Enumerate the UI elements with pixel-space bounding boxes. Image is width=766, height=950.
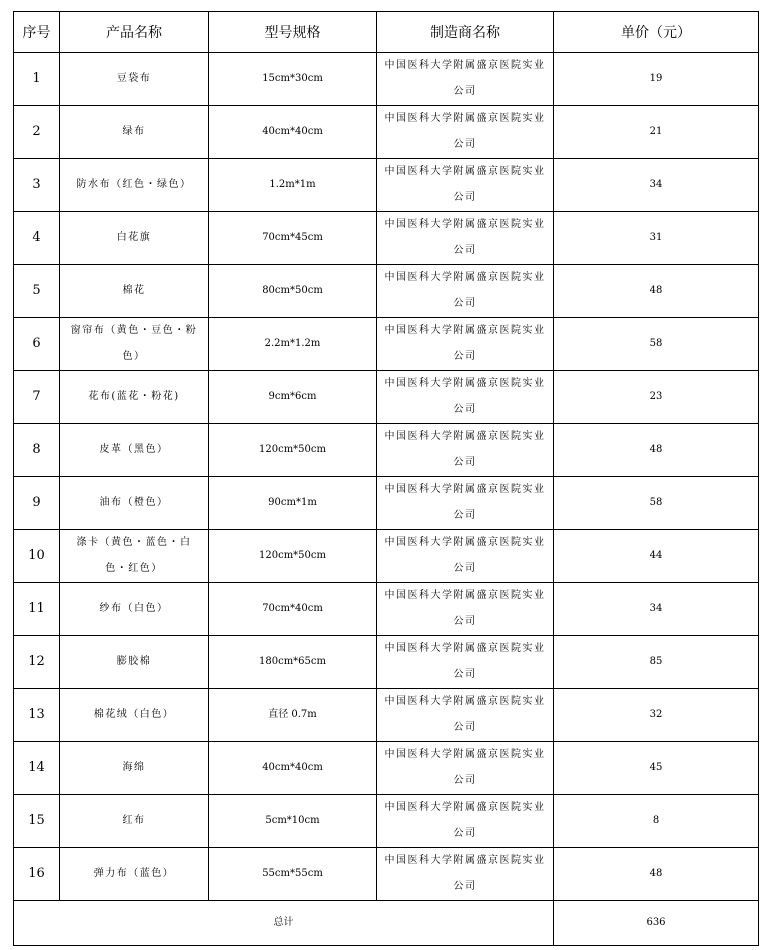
cell-name: 油布（橙色） bbox=[60, 477, 209, 530]
cell-model: 直径 0.7m bbox=[209, 689, 377, 742]
table-row bbox=[14, 530, 759, 583]
cell-model: 55cm*55cm bbox=[209, 848, 377, 901]
cell-maker: 中国医科大学附属盛京医院实业公司 bbox=[377, 424, 554, 477]
cell-price: 34 bbox=[554, 583, 759, 636]
total-label: 总计 bbox=[14, 901, 554, 946]
cell-name: 绿布 bbox=[60, 106, 209, 159]
cell-index: 4 bbox=[14, 212, 60, 265]
table-row bbox=[14, 424, 759, 477]
cell-model: 80cm*50cm bbox=[209, 265, 377, 318]
table-row bbox=[14, 106, 759, 159]
cell-index: 13 bbox=[14, 689, 60, 742]
table-row bbox=[14, 159, 759, 212]
cell-name: 窗帘布（黄色・豆色・粉色） bbox=[60, 318, 209, 371]
cell-model: 2.2m*1.2m bbox=[209, 318, 377, 371]
cell-price: 32 bbox=[554, 689, 759, 742]
cell-name: 豆袋布 bbox=[60, 53, 209, 106]
cell-index: 9 bbox=[14, 477, 60, 530]
cell-name: 棉花绒（白色） bbox=[60, 689, 209, 742]
table-row bbox=[14, 742, 759, 795]
cell-name: 弹力布（蓝色） bbox=[60, 848, 209, 901]
cell-maker: 中国医科大学附属盛京医院实业公司 bbox=[377, 477, 554, 530]
cell-index: 6 bbox=[14, 318, 60, 371]
cell-model: 40cm*40cm bbox=[209, 106, 377, 159]
table-row bbox=[14, 689, 759, 742]
cell-price: 48 bbox=[554, 265, 759, 318]
cell-price: 23 bbox=[554, 371, 759, 424]
cell-model: 180cm*65cm bbox=[209, 636, 377, 689]
cell-name: 涤卡（黄色・蓝色・白色・红色） bbox=[60, 530, 209, 583]
total-value: 636 bbox=[554, 901, 759, 946]
cell-index: 7 bbox=[14, 371, 60, 424]
cell-model: 70cm*45cm bbox=[209, 212, 377, 265]
cell-model: 15cm*30cm bbox=[209, 53, 377, 106]
cell-name: 膨胶棉 bbox=[60, 636, 209, 689]
cell-model: 5cm*10cm bbox=[209, 795, 377, 848]
cell-price: 58 bbox=[554, 477, 759, 530]
cell-price: 19 bbox=[554, 53, 759, 106]
cell-maker: 中国医科大学附属盛京医院实业公司 bbox=[377, 636, 554, 689]
table-row bbox=[14, 53, 759, 106]
header-maker: 制造商名称 bbox=[377, 12, 554, 53]
cell-index: 2 bbox=[14, 106, 60, 159]
table-row bbox=[14, 636, 759, 689]
cell-name: 纱布（白色） bbox=[60, 583, 209, 636]
cell-model: 120cm*50cm bbox=[209, 424, 377, 477]
cell-price: 8 bbox=[554, 795, 759, 848]
table-row bbox=[14, 795, 759, 848]
table-row bbox=[14, 318, 759, 371]
price-list bbox=[13, 11, 759, 946]
cell-price: 48 bbox=[554, 424, 759, 477]
header-name: 产品名称 bbox=[60, 12, 209, 53]
cell-name: 防水布（红色・绿色） bbox=[60, 159, 209, 212]
table-row bbox=[14, 583, 759, 636]
table-row bbox=[14, 371, 759, 424]
cell-model: 1.2m*1m bbox=[209, 159, 377, 212]
cell-model: 40cm*40cm bbox=[209, 742, 377, 795]
table-body bbox=[14, 53, 759, 901]
cell-index: 14 bbox=[14, 742, 60, 795]
cell-price: 21 bbox=[554, 106, 759, 159]
table-row bbox=[14, 265, 759, 318]
cell-index: 15 bbox=[14, 795, 60, 848]
cell-maker: 中国医科大学附属盛京医院实业公司 bbox=[377, 106, 554, 159]
cell-price: 34 bbox=[554, 159, 759, 212]
cell-model: 70cm*40cm bbox=[209, 583, 377, 636]
header-price: 单价（元） bbox=[554, 12, 759, 53]
cell-price: 45 bbox=[554, 742, 759, 795]
cell-maker: 中国医科大学附属盛京医院实业公司 bbox=[377, 159, 554, 212]
cell-maker: 中国医科大学附属盛京医院实业公司 bbox=[377, 583, 554, 636]
cell-index: 8 bbox=[14, 424, 60, 477]
cell-model: 120cm*50cm bbox=[209, 530, 377, 583]
cell-name: 海绵 bbox=[60, 742, 209, 795]
cell-index: 10 bbox=[14, 530, 60, 583]
cell-maker: 中国医科大学附属盛京医院实业公司 bbox=[377, 265, 554, 318]
cell-maker: 中国医科大学附属盛京医院实业公司 bbox=[377, 795, 554, 848]
cell-index: 16 bbox=[14, 848, 60, 901]
header-model: 型号规格 bbox=[209, 12, 377, 53]
cell-maker: 中国医科大学附属盛京医院实业公司 bbox=[377, 53, 554, 106]
cell-maker: 中国医科大学附属盛京医院实业公司 bbox=[377, 318, 554, 371]
table-row bbox=[14, 848, 759, 901]
cell-index: 12 bbox=[14, 636, 60, 689]
cell-price: 31 bbox=[554, 212, 759, 265]
cell-index: 1 bbox=[14, 53, 60, 106]
cell-maker: 中国医科大学附属盛京医院实业公司 bbox=[377, 371, 554, 424]
cell-index: 5 bbox=[14, 265, 60, 318]
cell-name: 花布(蓝花・粉花) bbox=[60, 371, 209, 424]
cell-index: 3 bbox=[14, 159, 60, 212]
header-index: 序号 bbox=[14, 12, 60, 53]
cell-price: 58 bbox=[554, 318, 759, 371]
product-table bbox=[13, 11, 759, 946]
cell-maker: 中国医科大学附属盛京医院实业公司 bbox=[377, 530, 554, 583]
cell-maker: 中国医科大学附属盛京医院实业公司 bbox=[377, 848, 554, 901]
cell-maker: 中国医科大学附属盛京医院实业公司 bbox=[377, 742, 554, 795]
cell-name: 白花旗 bbox=[60, 212, 209, 265]
cell-maker: 中国医科大学附属盛京医院实业公司 bbox=[377, 689, 554, 742]
cell-index: 11 bbox=[14, 583, 60, 636]
cell-price: 44 bbox=[554, 530, 759, 583]
header-row bbox=[14, 12, 759, 53]
cell-maker: 中国医科大学附属盛京医院实业公司 bbox=[377, 212, 554, 265]
cell-price: 85 bbox=[554, 636, 759, 689]
table-row bbox=[14, 477, 759, 530]
total-row bbox=[14, 901, 759, 946]
cell-model: 9cm*6cm bbox=[209, 371, 377, 424]
cell-model: 90cm*1m bbox=[209, 477, 377, 530]
table-row bbox=[14, 212, 759, 265]
cell-name: 红布 bbox=[60, 795, 209, 848]
cell-name: 皮革（黑色） bbox=[60, 424, 209, 477]
cell-price: 48 bbox=[554, 848, 759, 901]
cell-name: 棉花 bbox=[60, 265, 209, 318]
